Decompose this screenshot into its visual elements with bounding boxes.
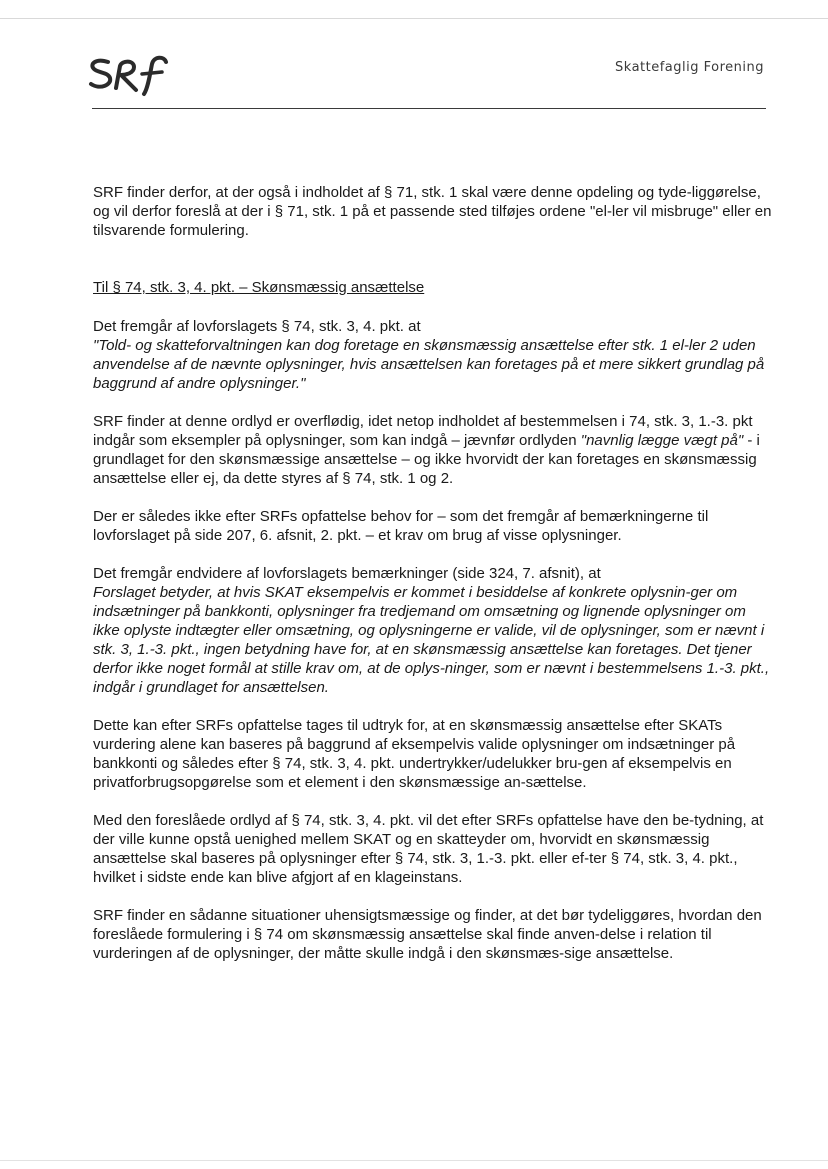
paragraph-6: Dette kan efter SRFs opfattelse tages til udtryk for, at en skønsmæssig ansættelse efter SKATs vurdering alene kan baseres på baggrund af eksempelvis valide oplysninger om indsætninger på bankkonti og således efter § 74, stk. 3, 4. pkt. undertrykker/udelukker bru-gen af eksempelvis en privatforbrugsopgørelse som et element i den skønsmæssige an-sættelse. (93, 717, 736, 791)
paragraph-5-quote: Forslaget betyder, at hvis SKAT eksempelvis er kommet i besiddelse af konkrete oplysnin-ger om indsætninger på bankkonti, oplysninger fra tredjemand om omsætning og lignende oplysninger om ikke oplyste indtægter eller omsætning, og oplysningerne er valide, vil de oplysninger, som er nævnt i stk. 3, 1.-3. pkt., ingen betydning have for, at en skønsmæssig ansættelse kan foretages. Det tjener derfor ikke noget formål at stille krav om, at de oplys-ninger, som er nævnt i bestemmelsens 1.-3. pkt., indgår i grundlaget for ansættelsen. (93, 584, 770, 696)
paragraph-3-text-b: - i grundlaget for den skønsmæssige ansættelse – og ikke hvorvidt der kan foretages en skønsmæssig ansættelse eller ej, da dette styres af § 74, stk. 1 og 2. (93, 432, 760, 487)
paragraph-5 (93, 564, 773, 697)
organization-name: Skattefaglig Forening (615, 60, 764, 75)
srf-logo (86, 50, 178, 100)
paragraph-2-intro: Det fremgår af lovforslagets § 74, stk. 3, 4. pkt. at (93, 318, 421, 335)
paragraph-3-italic: "navnlig lægge vægt på" (580, 432, 744, 449)
scan-edge-top (0, 18, 828, 19)
paragraph-4: Der er således ikke efter SRFs opfattelse behov for – som det fremgår af bemærkningerne til lovforslaget på side 207, 6. afsnit, 2. pkt. – et krav om brug af visse oplysninger. (93, 508, 709, 544)
paragraph-1: SRF finder derfor, at der også i indholdet af § 71, stk. 1 skal være denne opdeling og tyde-liggørelse, og vil derfor foreslå at der i § 71, stk. 1 på et passende sted tilføjes ordene "el-ler vil misbruge" eller en tilsvarende formulering. (93, 184, 772, 239)
paragraph-7: Med den foreslåede ordlyd af § 74, stk. 3, 4. pkt. vil det efter SRFs opfattelse have den be-tydning, at der ville kunne opstå uenighed mellem SKAT og en skatteyder om, hvorvidt en skønsmæssig ansættelse skal baseres på oplysninger efter § 74, stk. 3, 1.-3. pkt. eller ef-ter § 74, stk. 3, 4. pkt., hvilket i sidste ende kan blive afgjort af en klageinstans. (93, 812, 764, 886)
header-divider (92, 108, 766, 109)
section-heading: Til § 74, stk. 3, 4. pkt. – Skønsmæssig ansættelse (93, 279, 425, 296)
paragraph-8: SRF finder en sådanne situationer uhensigtsmæssige og finder, at det bør tydeliggøres, hvordan den foreslåede formulering i § 74 om skønsmæssig ansættelse skal finde anven-delse i relation til vurderingen af de oplysninger, der måtte skulle indgå i den skønsmæs-sige ansættelse. (93, 907, 762, 962)
paragraph-3 (93, 412, 773, 488)
scan-edge-bottom (0, 1160, 828, 1161)
paragraph-2 (93, 317, 773, 393)
paragraph-5-intro: Det fremgår endvidere af lovforslagets bemærkninger (side 324, 7. afsnit), at (93, 565, 601, 582)
paragraph-3-text-a: SRF finder at denne ordlyd er overflødig, idet netop indholdet af bestemmelsen i 74, stk. 3, 1.-3. pkt indgår som eksempler på oplysninger, som kan indgå – jævnfør ordlyden (93, 413, 753, 449)
paragraph-2-quote: "Told- og skatteforvaltningen kan dog foretage en skønsmæssig ansættelse efter stk. 1 el-ler 2 uden anvendelse af de nævnte oplysninger, hvis ansættelsen kan foretages på et mere sikkert grundlag på baggrund af andre oplysninger." (93, 337, 765, 392)
letter-body (93, 183, 773, 963)
